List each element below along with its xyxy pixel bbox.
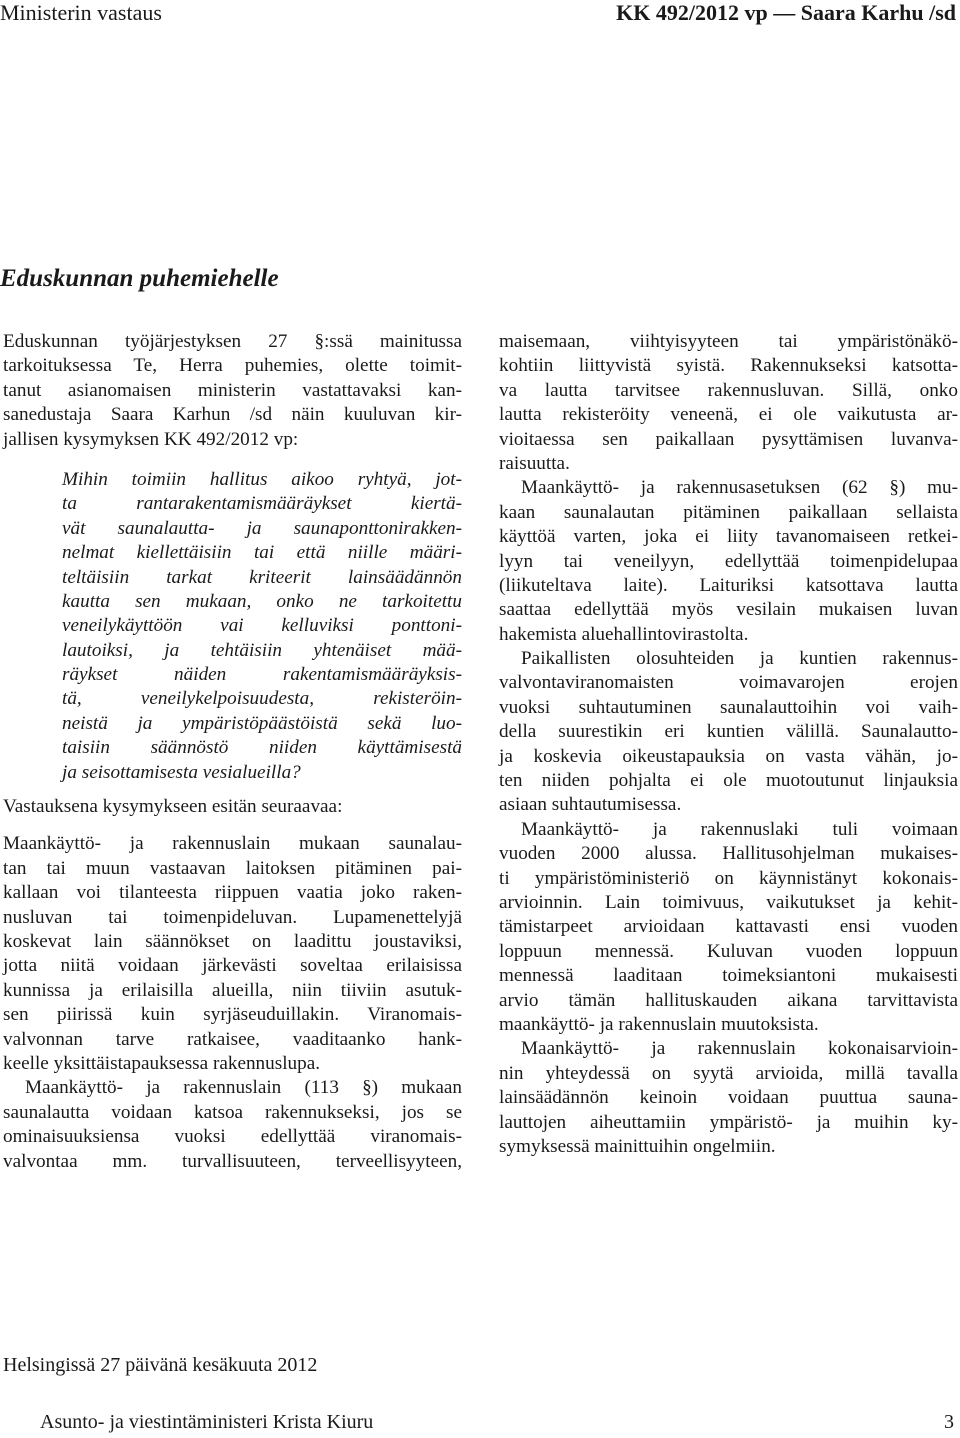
paragraph xyxy=(499,1037,958,1159)
text-line: raisuutta. xyxy=(499,452,570,474)
text-line: kallaan voi tilanteesta riippuen vaatia joko raken- xyxy=(3,882,462,904)
text-line: maankäyttö- ja rakennuslain muutoksista. xyxy=(499,1013,819,1035)
text-line: lauttojen aiheuttamiin ympäristö- ja muihin ky- xyxy=(499,1111,958,1133)
question-line: ta rantarakentamismääräykset kiertä- xyxy=(62,493,462,515)
text-line: valvonnan tarve ratkaisee, vaaditaanko hank- xyxy=(3,1028,462,1050)
text-line: loppuun mennessä. Kuluvan vuoden loppuun xyxy=(499,940,958,962)
text-line: valvontaviranomaisten voimavarojen erojen xyxy=(499,672,958,694)
text-line: (liikuteltava laite). Laituriksi katsottava lautta xyxy=(499,574,958,596)
paragraph xyxy=(499,647,958,818)
paragraph xyxy=(499,330,958,476)
text-line: ten niiden pohjalta ei ole muotoutunut linjauksia xyxy=(499,770,958,792)
question-line: räykset näiden rakentamismääräyksis- xyxy=(62,664,462,686)
text-line: lainsäädännön keinoin voidaan puuttua sauna- xyxy=(499,1087,958,1109)
paragraph xyxy=(499,818,958,1038)
text-line: Eduskunnan työjärjestyksen 27 §:ssä mainitussa xyxy=(3,331,462,352)
text-line: symyksessä mainittuihin ongelmiin. xyxy=(499,1135,776,1157)
text-line: va lautta tarvitsee rakennusluvan. Sillä, onko xyxy=(499,379,958,401)
paragraph xyxy=(3,832,462,1076)
paragraph xyxy=(499,476,958,647)
text-line: mennessä laaditaan toimeksiantoni mukaisesti xyxy=(499,965,958,987)
text-line: lyyn tai veneilyyn, edellyttää toimenpidelupaa xyxy=(499,550,958,572)
text-line: Paikallisten olosuhteiden ja kuntien rakennus- xyxy=(521,648,958,670)
text-line: nin yhteydessä on syytä arvioida, millä tavalla xyxy=(499,1062,958,1084)
question-line: Mihin toimiin hallitus aikoo ryhtyä, jot- xyxy=(62,468,462,490)
spacer xyxy=(3,819,462,828)
text-line: Maankäyttö- ja rakennuslaki tuli voimaan xyxy=(521,818,958,840)
text-line: kohtiin liittyvistä syistä. Rakennukseksi katsotta- xyxy=(499,355,958,377)
page-number: 3 xyxy=(944,1411,954,1433)
right-column xyxy=(499,330,958,1159)
text-line: saattaa edellyttää myös vesilain mukaisen luvan xyxy=(499,599,958,621)
text-line: sanedustaja Saara Karhun /sd näin kuuluvan kir- xyxy=(3,404,462,426)
text-line: vuoksi suhtautuminen saunalauttoihin voi vaih- xyxy=(499,696,958,718)
text-line: ja koskevia oikeustapauksia on vasta vähän, jo- xyxy=(499,745,958,767)
text-line: Maankäyttö- ja rakennusasetuksen (62 §) mu- xyxy=(521,477,958,499)
text-line: asiaan suhtautumisessa. xyxy=(499,794,682,816)
text-line: arvio tämän hallituskauden aikana tarvittavista xyxy=(499,989,958,1011)
answer-intro: Vastauksena kysymykseen esitän seuraavaa: xyxy=(3,796,343,818)
text-line: Maankäyttö- ja rakennuslain mukaan saunalau- xyxy=(3,833,462,855)
text-line: keelle yksittäistapauksessa rakennuslupa. xyxy=(3,1052,321,1074)
text-line: koskevat lain säännökset on laadittu joustaviksi, xyxy=(3,930,462,952)
page-title: Eduskunnan puhemiehelle xyxy=(0,265,279,292)
intro-paragraph xyxy=(3,330,462,452)
text-line: tämistarpeet arvioidaan kattavasti ensi vuoden xyxy=(499,916,958,938)
text-line: nusluvan tai toimenpideluvan. Lupamenettelyjä xyxy=(3,906,462,928)
question-line: ja seisottamisesta vesialueilla? xyxy=(62,761,301,783)
question-line: kautta sen mukaan, onko ne tarkoitettu xyxy=(62,590,462,612)
text-line: lautta rekisteröity veneenä, ei ole vaikutusta ar- xyxy=(499,404,958,426)
question-line: neistä ja ympäristöpäästöistä sekä luo- xyxy=(62,712,462,734)
text-line: valvontaa mm. turvallisuuteen, terveellisyyteen, xyxy=(3,1150,462,1172)
signature-date: Helsingissä 27 päivänä kesäkuuta 2012 xyxy=(3,1354,318,1376)
running-header-right: KK 492/2012 vp — Saara Karhu /sd xyxy=(616,0,956,25)
question-line: nelmat kiellettäisiin tai että niille määri- xyxy=(62,542,462,564)
text-line: sen piirissä kuin syrjäseuduillakin. Viranomais- xyxy=(3,1004,462,1026)
text-line: kunnissa ja erilaisilla alueilla, niin tiiviin asutuk- xyxy=(3,979,462,1001)
paragraph xyxy=(3,1076,462,1174)
question-line: tä, veneilykelpoisuudesta, rekisteröin- xyxy=(62,688,462,710)
text-line: vuoden 2000 alussa. Hallitusohjelman mukaises- xyxy=(499,843,958,865)
signature-minister: Asunto- ja viestintäministeri Krista Kiuru xyxy=(40,1411,374,1433)
question-line: lautoiksi, ja tehtäisiin yhtenäiset mää- xyxy=(62,639,462,661)
text-line: saunalautta voidaan katsoa rakennukseksi, jos se xyxy=(3,1101,462,1123)
text-line: hakemista aluehallintovirastolta. xyxy=(499,623,749,645)
text-line: jallisen kysymyksen KK 492/2012 vp: xyxy=(3,428,299,450)
question-line: teltäisiin tarkat kriteerit lainsäädännön xyxy=(62,566,462,588)
text-line: vioitaessa sen paikallaan pysyttämisen luvanva- xyxy=(499,428,958,450)
text-line: tarkoituksessa Te, Herra puhemies, olette toimit- xyxy=(3,355,462,377)
running-header-left: Ministerin vastaus xyxy=(0,0,162,25)
text-line: tanut asianomaisen ministerin vastattavaksi kan- xyxy=(3,379,462,401)
text-line: ominaisuuksiensa vuoksi edellyttää viranomais- xyxy=(3,1126,462,1148)
text-line: della suurestikin eri kuntien välillä. Saunalautto- xyxy=(499,721,958,743)
text-line: kaan saunalautan pitäminen paikallaan sellaista xyxy=(499,501,958,523)
text-line: maisemaan, viihtyisyyteen tai ympäristönäkö- xyxy=(499,331,958,352)
text-line: ti ympäristöministeriö on käynnistänyt kokonais- xyxy=(499,867,958,889)
text-line: jotta niitä voidaan järkevästi soveltaa erilaisissa xyxy=(3,955,462,977)
left-column xyxy=(3,330,462,1174)
text-line: Maankäyttö- ja rakennuslain (113 §) mukaan xyxy=(25,1077,462,1099)
question-line: taisiin säännöstö niiden käyttämisestä xyxy=(62,737,462,759)
text-line: käyttöä varten, joka ei liity tavanomaiseen retkei- xyxy=(499,526,958,548)
question-block xyxy=(62,468,462,785)
question-line: vät saunalautta- ja saunaponttonirakken- xyxy=(62,517,462,539)
text-line: arvioinnin. Lain toimivuus, vaikutukset ja kehit- xyxy=(499,891,958,913)
text-line: Maankäyttö- ja rakennuslain kokonaisarvioin- xyxy=(521,1038,958,1060)
question-line: veneilykäyttöön vai kelluviksi ponttoni- xyxy=(62,615,462,637)
text-line: tan tai muun vastaavan laitoksen pitäminen pai- xyxy=(3,857,462,879)
